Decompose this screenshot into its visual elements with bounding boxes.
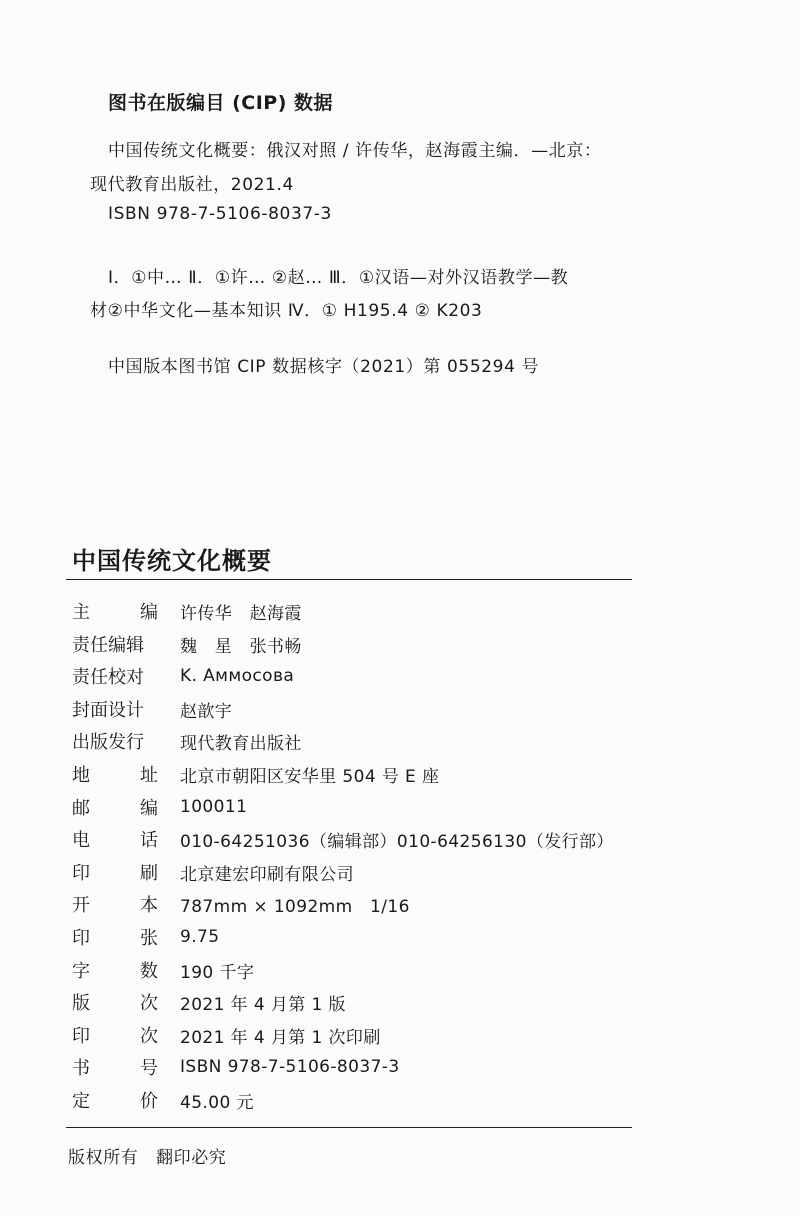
imprint-row bbox=[72, 955, 254, 985]
cip-line-check-number: 中国版本图书馆 CIP 数据核字（2021）第 055294 号 bbox=[108, 357, 540, 377]
imprint-row bbox=[72, 629, 302, 659]
imprint-label-part: 字 bbox=[72, 961, 90, 982]
imprint-label bbox=[72, 957, 158, 983]
imprint-value: 2021 年 4 月第 1 版 bbox=[180, 994, 346, 1015]
imprint-label bbox=[72, 989, 158, 1015]
cip-line-isbn: ISBN 978-7-5106-8037-3 bbox=[108, 204, 332, 224]
imprint-label bbox=[72, 826, 158, 852]
imprint-label-part: 责任编辑 bbox=[72, 635, 144, 656]
imprint-label bbox=[72, 891, 158, 917]
imprint-row bbox=[72, 1020, 381, 1050]
copyright-notice: 版权所有 翻印必究 bbox=[68, 1148, 227, 1168]
imprint-value: 190 千字 bbox=[180, 962, 255, 983]
imprint-value: K. Аммосова bbox=[180, 666, 295, 686]
imprint-label-part: 邮 bbox=[72, 798, 90, 819]
imprint-label bbox=[72, 1054, 158, 1080]
imprint-label-part: 话 bbox=[140, 830, 158, 851]
imprint-row bbox=[72, 694, 232, 724]
footer-divider bbox=[66, 1127, 632, 1128]
imprint-row bbox=[72, 661, 294, 691]
imprint-label bbox=[72, 859, 158, 885]
imprint-value: 010-64251036（编辑部）010-64256130（发行部） bbox=[180, 831, 614, 852]
imprint-label-part: 开 bbox=[72, 895, 90, 916]
imprint-label-part: 刷 bbox=[140, 863, 158, 884]
imprint-row bbox=[72, 1052, 400, 1082]
imprint-label-part: 地 bbox=[72, 765, 90, 786]
imprint-row bbox=[72, 922, 219, 952]
imprint-label-part: 次 bbox=[140, 993, 158, 1014]
imprint-label-part: 印 bbox=[72, 928, 90, 949]
imprint-label bbox=[72, 1087, 158, 1113]
imprint-row bbox=[72, 596, 302, 626]
imprint-label bbox=[72, 924, 158, 950]
imprint-label-part: 书 bbox=[72, 1058, 90, 1079]
imprint-label-part: 责任校对 bbox=[72, 667, 144, 688]
imprint-row bbox=[72, 889, 410, 919]
imprint-value: 现代教育出版社 bbox=[180, 733, 302, 754]
imprint-label bbox=[72, 794, 158, 820]
imprint-label-part: 价 bbox=[140, 1091, 158, 1112]
book-title: 中国传统文化概要 bbox=[72, 546, 272, 575]
imprint-value: 2021 年 4 月第 1 次印刷 bbox=[180, 1027, 381, 1048]
imprint-label-part: 号 bbox=[140, 1058, 158, 1079]
cip-line-classification-2: 材②中华文化—基本知识 Ⅳ．① H195.4 ② K203 bbox=[90, 301, 483, 321]
cip-heading: 图书在版编目 (CIP) 数据 bbox=[108, 92, 334, 114]
imprint-row bbox=[72, 726, 302, 756]
imprint-label-part: 定 bbox=[72, 1091, 90, 1112]
imprint-label-part: 数 bbox=[140, 961, 158, 982]
imprint-value: 9.75 bbox=[180, 927, 220, 947]
imprint-value: 许传华 赵海霞 bbox=[180, 603, 302, 624]
imprint-label bbox=[72, 696, 158, 722]
imprint-label bbox=[72, 728, 158, 754]
cip-line-2: 现代教育出版社，2021.4 bbox=[90, 175, 294, 195]
imprint-label-part: 印 bbox=[72, 1026, 90, 1047]
imprint-row bbox=[72, 792, 247, 822]
imprint-label-part: 印 bbox=[72, 863, 90, 884]
imprint-label bbox=[72, 1022, 158, 1048]
imprint-value: 魏 星 张书畅 bbox=[180, 636, 302, 657]
imprint-label bbox=[72, 761, 158, 787]
cip-line-classification-1: Ⅰ．①中… Ⅱ．①许… ②赵… Ⅲ．①汉语—对外汉语教学—教 bbox=[108, 268, 569, 288]
imprint-label-part: 址 bbox=[140, 765, 158, 786]
imprint-label-part: 版 bbox=[72, 993, 90, 1014]
imprint-label bbox=[72, 663, 158, 689]
imprint-label-part: 编 bbox=[140, 798, 158, 819]
title-divider bbox=[66, 579, 632, 580]
imprint-label-part: 出版发行 bbox=[72, 732, 144, 753]
imprint-value: 赵歆宇 bbox=[180, 701, 233, 722]
imprint-label-part: 主 bbox=[72, 602, 90, 623]
cip-line-1: 中国传统文化概要：俄汉对照 / 许传华，赵海霞主编．—北京： bbox=[108, 141, 602, 161]
imprint-row bbox=[72, 857, 354, 887]
imprint-value: 787mm × 1092mm 1/16 bbox=[180, 896, 410, 917]
imprint-label-part: 本 bbox=[140, 895, 158, 916]
imprint-label-part: 封面设计 bbox=[72, 700, 144, 721]
imprint-value: ISBN 978-7-5106-8037-3 bbox=[180, 1057, 400, 1077]
imprint-row bbox=[72, 1085, 254, 1115]
imprint-label-part: 编 bbox=[140, 602, 158, 623]
imprint-value: 北京市朝阳区安华里 504 号 E 座 bbox=[180, 766, 440, 787]
imprint-row bbox=[72, 987, 346, 1017]
imprint-value: 100011 bbox=[180, 797, 248, 817]
imprint-label bbox=[72, 598, 158, 624]
imprint-label-part: 张 bbox=[140, 928, 158, 949]
imprint-label-part: 次 bbox=[140, 1026, 158, 1047]
imprint-value: 45.00 元 bbox=[180, 1092, 254, 1113]
imprint-label bbox=[72, 631, 158, 657]
imprint-row bbox=[72, 759, 439, 789]
imprint-label-part: 电 bbox=[72, 830, 90, 851]
imprint-value: 北京建宏印刷有限公司 bbox=[180, 864, 354, 885]
imprint-row bbox=[72, 824, 614, 854]
